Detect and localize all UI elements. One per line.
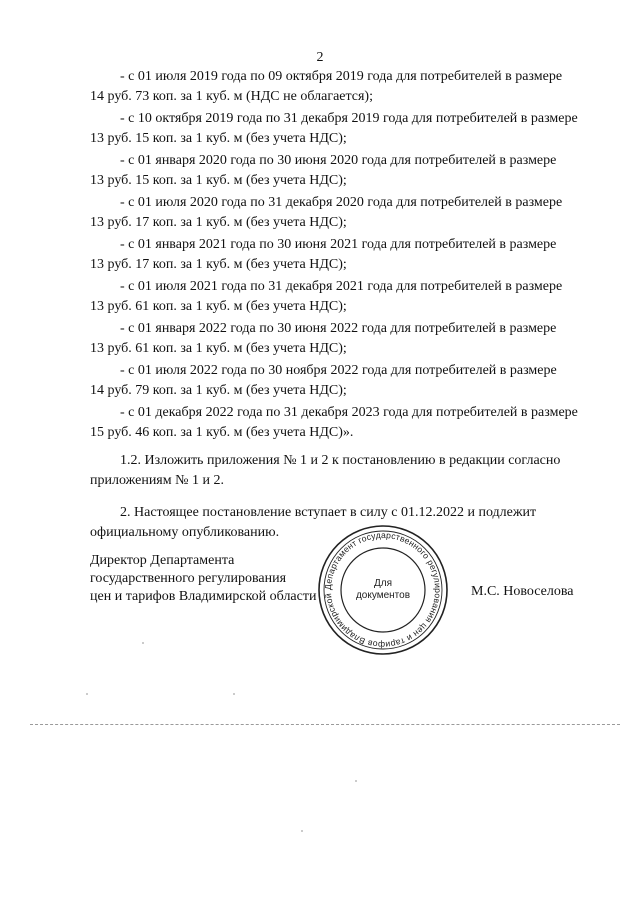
signer-title	[90, 552, 316, 606]
paragraph-line: приложениям № 1 и 2.	[90, 473, 224, 488]
tariff-period: - с 01 января 2022 года по 30 июня 2022 года для потребителей в размере	[120, 321, 557, 336]
signer-name: М.С. Новоселова	[471, 584, 574, 599]
paragraph-line: 2. Настоящее постановление вступает в силу с 01.12.2022 и подлежит	[120, 505, 537, 520]
tariff-period: - с 01 июля 2022 года по 30 ноября 2022 года для потребителей в размере	[120, 363, 557, 378]
scan-speck	[233, 693, 235, 695]
tariff-period: - с 10 октября 2019 года по 31 декабря 2019 года для потребителей в размере	[120, 111, 578, 126]
scan-speck	[86, 693, 88, 695]
signer-title-line: Директор Департамента	[90, 553, 235, 568]
scan-speck	[142, 642, 144, 644]
tariff-value: 13 руб. 15 коп. за 1 куб. м (без учета НДС);	[90, 173, 347, 188]
tariff-period: - с 01 июля 2021 года по 31 декабря 2021 года для потребителей в размере	[120, 279, 563, 294]
scan-speck	[355, 780, 357, 782]
stamp-seal	[316, 523, 450, 657]
tariff-period: - с 01 июля 2019 года по 09 октября 2019 года для потребителей в размере	[120, 69, 563, 84]
tariff-item	[90, 109, 591, 149]
tariff-item	[90, 67, 591, 107]
tariff-item	[90, 403, 591, 443]
tariff-item	[90, 319, 591, 359]
tariff-item	[90, 193, 591, 233]
tariff-period: - с 01 января 2020 года по 30 июня 2020 года для потребителей в размере	[120, 153, 557, 168]
tariff-item	[90, 277, 591, 317]
tariff-value: 14 руб. 79 коп. за 1 куб. м (без учета НДС);	[90, 383, 347, 398]
tariff-value: 15 руб. 46 коп. за 1 куб. м (без учета НДС)».	[90, 425, 354, 440]
tariff-period: - с 01 июля 2020 года по 31 декабря 2020 года для потребителей в размере	[120, 195, 563, 210]
tariff-item	[90, 151, 591, 191]
tariff-value: 13 руб. 17 коп. за 1 куб. м (без учета НДС);	[90, 257, 347, 272]
tariff-value: 13 руб. 17 коп. за 1 куб. м (без учета НДС);	[90, 215, 347, 230]
signer-title-line: государственного регулирования	[90, 571, 287, 586]
signer-title-line: цен и тарифов Владимирской области	[90, 589, 317, 604]
stamp-ring-text: Департамент государственного регулирования цен и тарифов Владимирской	[322, 529, 444, 651]
tariff-value: 13 руб. 15 коп. за 1 куб. м (без учета НДС);	[90, 131, 347, 146]
tariff-item	[90, 361, 591, 401]
document-body	[90, 67, 591, 543]
paragraph-line: 1.2. Изложить приложения № 1 и 2 к постановлению в редакции согласно	[120, 453, 561, 468]
stamp-center-line: документов	[355, 590, 411, 601]
page-number: 2	[316, 50, 324, 65]
paragraph-line: официальному опубликованию.	[90, 525, 280, 540]
tariff-value: 13 руб. 61 коп. за 1 куб. м (без учета НДС);	[90, 299, 347, 314]
tariff-value: 13 руб. 61 коп. за 1 куб. м (без учета НДС);	[90, 341, 347, 356]
paragraph-1-2	[90, 451, 591, 491]
stamp-center-line: Для	[373, 578, 393, 589]
scan-speck	[301, 830, 303, 832]
tariff-item	[90, 235, 591, 275]
tariff-period: - с 01 декабря 2022 года по 31 декабря 2023 года для потребителей в размере	[120, 405, 578, 420]
tariff-value: 14 руб. 73 коп. за 1 куб. м (НДС не облагается);	[90, 89, 373, 104]
faint-divider	[30, 724, 620, 725]
tariff-period: - с 01 января 2021 года по 30 июня 2021 года для потребителей в размере	[120, 237, 557, 252]
stamp-center	[316, 523, 450, 657]
